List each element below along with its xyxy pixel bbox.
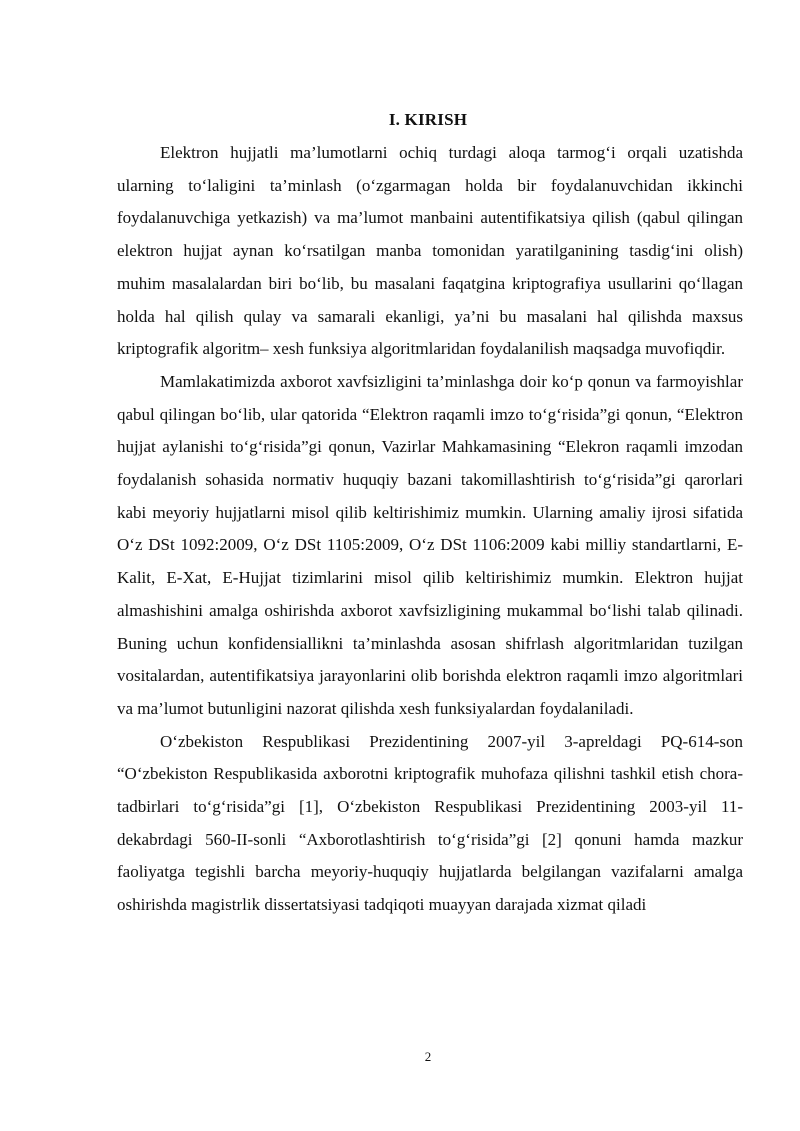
paragraph-2: Mamlakatimizda axborot xavfsizligini ta’minlashga doir ko‘p qonun va farmoyishlar qabul qilingan bo‘lib, ular qatorida “Elektron raqamli imzo to‘g‘risida”gi qonun, “Elektron hujjat aylanishi to‘g‘risida”gi qonun, Vazirlar Mahkamasining “Elekron raqamli imzodan foydalanish sohasida normativ huquqiy bazani takomillashtirish to‘g‘risida”gi qarorlari kabi meyoriy hujjatlarni misol qilib keltirishimiz mumkin. Ularning amaliy ijrosi sifatida O‘z DSt 1092:2009, O‘z DSt 1105:2009, O‘z DSt 1106:2009 kabi milliy standartlarni, E-Kalit, E-Xat, E-Hujjat tizimlarini misol qilib keltirishimiz mumkin. Elektron hujjat almashishini amalga oshirishda axborot xavfsizligining mukammal bo‘lishi talab qilinadi. Buning uchun konfidensiallikni ta’minlashda asosan shifrlash algoritmlaridan tuzilgan vositalardan, autentifikatsiya jarayonlarini olib borishda elektron raqamli imzo algoritmlari va ma’lumot butunligini nazorat qilishda xesh funksiyalardan foydalaniladi. [117,371,743,718]
paragraph-3: O‘zbekiston Respublikasi Prezidentining 2007-yil 3-apreldagi PQ-614-son “O‘zbekiston Respublikasida axborotni kriptografik muhofaza qilishni tashkil etish chora-tadbirlari to‘g‘risida”gi [1], O‘zbekiston Respublikasi Prezidentining 2003-yil 11-dekabrdagi 560-II-sonli “Axborotlashtirish to‘g‘risida”gi [2] qonuni hamda mazkur faoliyatga tegishli barcha meyoriy-huquqiy hujjatlarda belgilangan vazifalarni amalga oshirishda magistrlik dissertatsiyasi tadqiqoti muayyan darajada xizmat qiladi [117,731,743,915]
page-number: 2 [424,1049,432,1064]
section-heading: I. KIRISH [388,110,468,129]
paragraph-1: Elektron hujjatli ma’lumotlarni ochiq turdagi aloqa tarmog‘i orqali uzatishda ularning to‘laligini ta’minlash (o‘zgarmagan holda bir foydalanuvchidan ikkinchi foydalanuvchiga yetkazish) va ma’lumot manbaini autentifikatsiya qilish (qabul qilingan elektron hujjat aynan ko‘rsatilgan manba tomonidan yaratilganining tasdig‘ini olish) muhim masalalardan biri bo‘lib, bu masalani faqatgina kriptografiya usullarini qo‘llagan holda hal qilish qulay va samarali ekanligi, ya’ni bu masalani hal qilishda maxsus kriptografik algoritm– xesh funksiya algoritmlaridan foydalanilish maqsadga muvofiqdir. [117,143,743,359]
body-text [117,137,743,922]
